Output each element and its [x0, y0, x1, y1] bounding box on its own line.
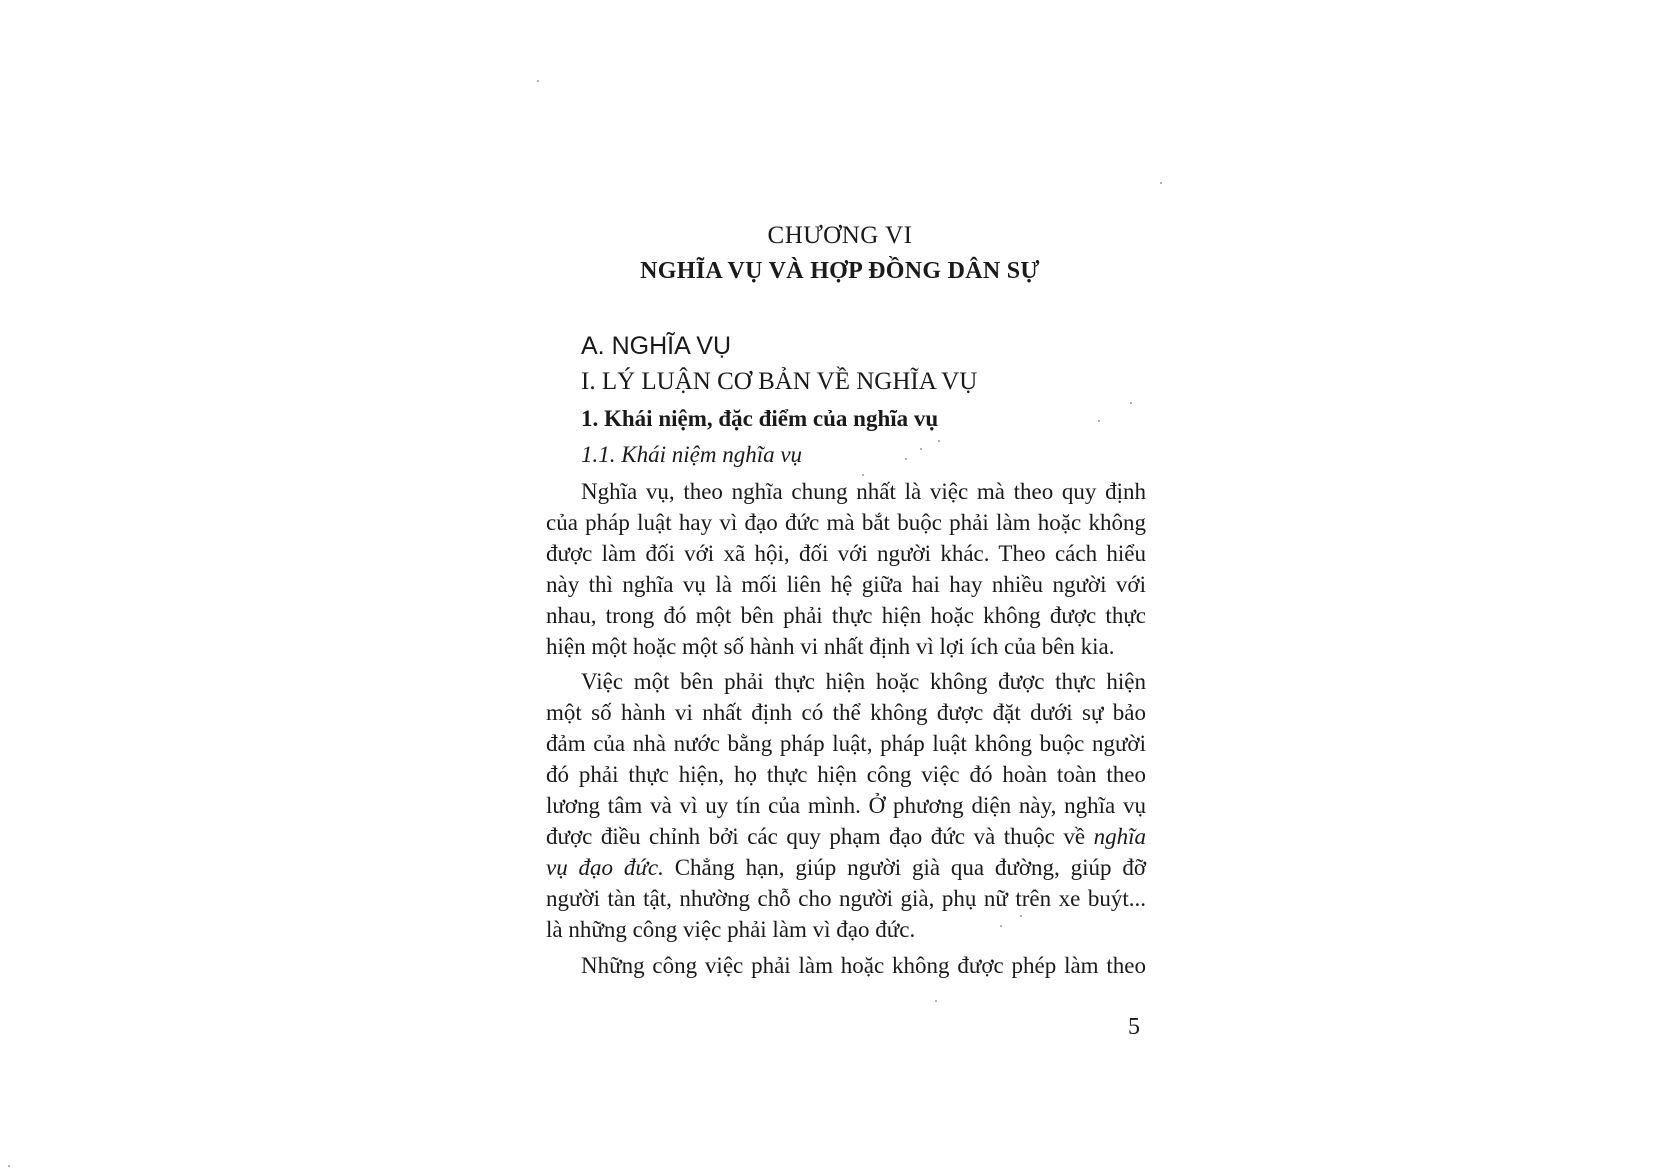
scan-speck — [905, 458, 907, 460]
subsection-heading-1: 1. Khái niệm, đặc điểm của nghĩa vụ — [581, 406, 939, 431]
scan-speck — [1098, 420, 1100, 422]
scan-speck — [537, 80, 539, 82]
paragraph-line: của pháp luật hay vì đạo đức mà bắt buộc phải làm hoặc không — [546, 510, 1146, 535]
paragraph-1 — [546, 476, 1146, 662]
scan-speck — [1130, 402, 1132, 404]
paragraph-2 — [546, 666, 1146, 945]
section-heading-i: I. LÝ LUẬN CƠ BẢN VỀ NGHĨA VỤ — [581, 368, 978, 395]
paragraph-text: được điều chỉnh bởi các quy phạm đạo đức và thuộc về — [546, 824, 1086, 849]
scan-speck — [8, 1165, 10, 1167]
paragraph-line: đó phải thực hiện, họ thực hiện công việc đó hoàn toàn theo — [546, 762, 1146, 787]
scan-speck — [938, 440, 940, 442]
scan-speck — [1160, 182, 1162, 184]
paragraph-line: một số hành vi nhất định có thể không được đặt dưới sự bảo — [546, 700, 1146, 725]
paragraph-line: đảm của nhà nước bằng pháp luật, pháp luật không buộc người — [546, 731, 1146, 756]
paragraph-line: Việc một bên phải thực hiện hoặc không được thực hiện — [581, 669, 1146, 694]
paragraph-line: nhau, trong đó một bên phải thực hiện hoặc không được thực — [546, 603, 1146, 628]
scan-speck — [1020, 915, 1022, 917]
paragraph-line — [546, 852, 1146, 883]
paragraph-line: người tàn tật, nhường chỗ cho người già, phụ nữ trên xe buýt... — [546, 886, 1146, 911]
paragraph-line: lương tâm và vì uy tín của mình. Ở phương diện này, nghĩa vụ — [546, 793, 1146, 818]
paragraph-line — [546, 821, 1146, 852]
page-number: 5 — [1128, 1014, 1140, 1040]
section-heading-a: A. NGHĨA VỤ — [581, 332, 732, 360]
emphasis-text: vụ đạo đức. — [546, 855, 664, 880]
paragraph-line: là những công việc phải làm vì đạo đức. — [546, 917, 916, 942]
paragraph-text: Chẳng hạn, giúp người già qua đường, giúp đỡ — [674, 855, 1147, 880]
paragraph-line: này thì nghĩa vụ là mối liên hệ giữa hai hay nhiều người với — [546, 572, 1146, 597]
scan-speck — [862, 474, 864, 476]
scan-speck — [1000, 925, 1002, 927]
emphasis-text: nghĩa — [1093, 824, 1147, 849]
paragraph-line: Nghĩa vụ, theo nghĩa chung nhất là việc mà theo quy định — [581, 479, 1146, 504]
paragraph-line: hiện một hoặc một số hành vi nhất định vì lợi ích của bên kia. — [546, 634, 1115, 659]
paragraph-line: được làm đối với xã hội, đối với người khác. Theo cách hiểu — [546, 541, 1146, 566]
scan-speck — [920, 448, 922, 450]
paragraph-line: Những công việc phải làm hoặc không được phép làm theo — [581, 953, 1146, 978]
chapter-title: NGHĨA VỤ VÀ HỢP ĐỒNG DÂN SỰ — [640, 258, 1040, 284]
scan-speck — [935, 1000, 937, 1002]
paragraph-3 — [546, 950, 1146, 981]
subsection-heading-1-1: 1.1. Khái niệm nghĩa vụ — [581, 442, 803, 467]
chapter-label: CHƯƠNG VI — [767, 222, 913, 249]
